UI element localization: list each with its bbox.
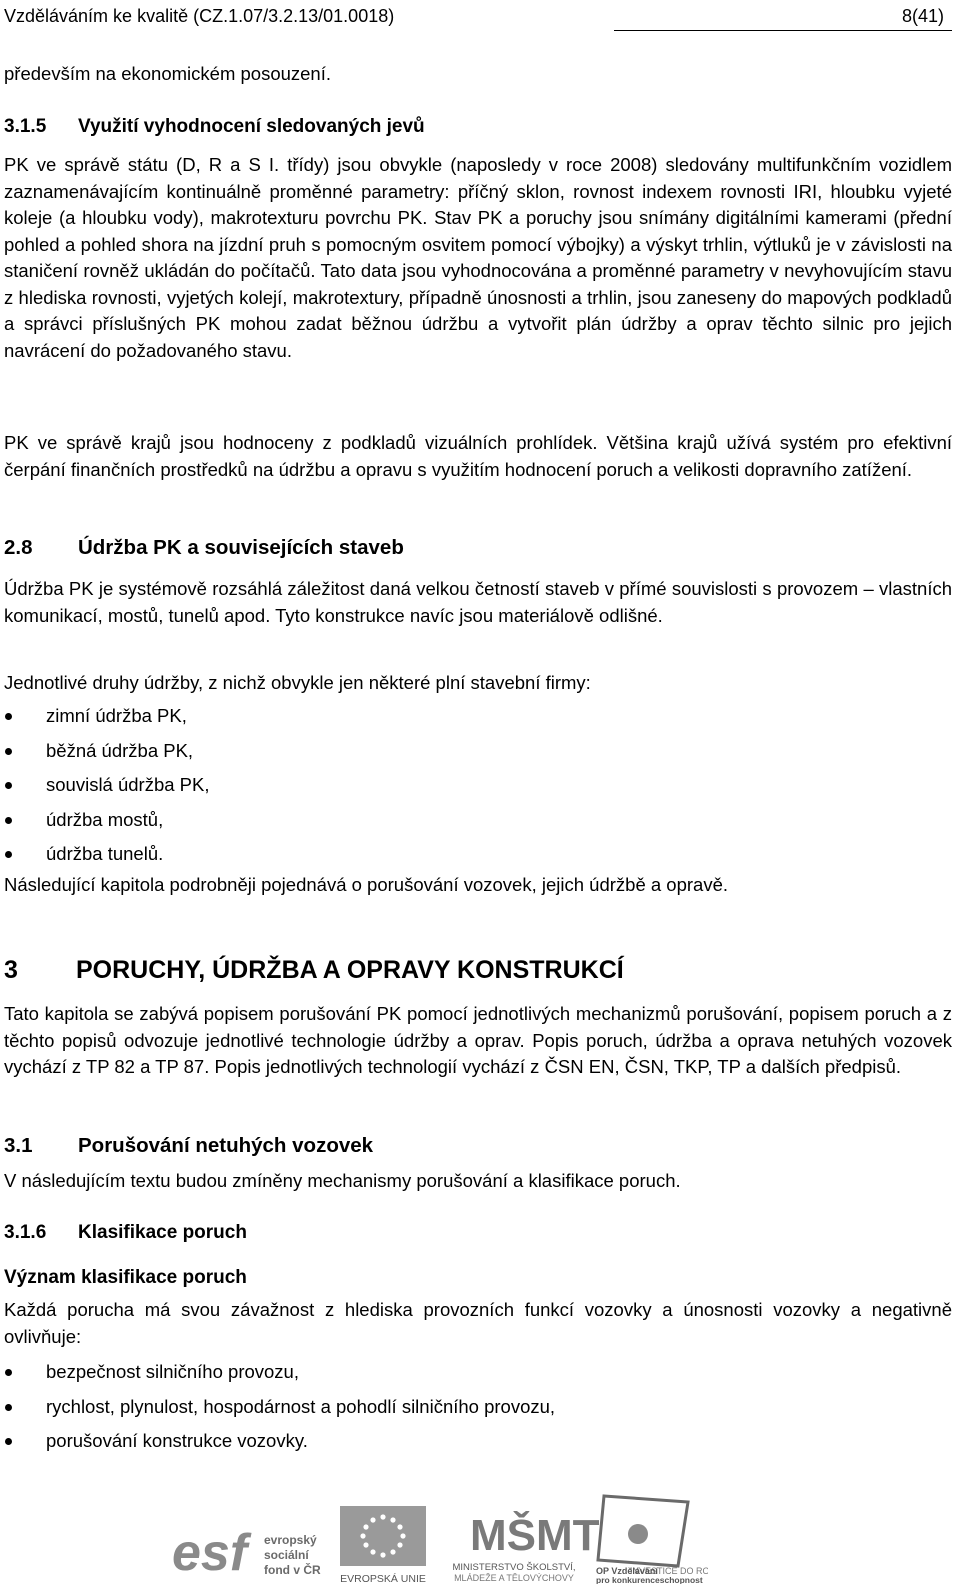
paragraph-severity: Každá porucha má svou závažnost z hlediska provozních funkcí vozovky a únosnosti vozovky a negativně ovlivňuje: [4, 1299, 952, 1347]
svg-text:sociální: sociální [264, 1548, 309, 1562]
bullet-icon [5, 713, 12, 720]
bullet-icon [5, 1438, 12, 1445]
maintenance-types-list [4, 703, 952, 876]
paragraph-regions: PK ve správě krajů jsou hodnoceny z podkladů vizuálních prohlídek. Většina krajů užívá systém pro efektivní čerpání finančních prostředků na údržbu a opravu s využitím hodnocení poruch a velikosti dopravního zatížení. [4, 432, 952, 480]
bullet-icon [5, 748, 12, 755]
heading-3-1 [4, 1133, 952, 1160]
heading-title: Porušování netuhých vozovek [78, 1134, 374, 1157]
svg-text:esf: esf [172, 1524, 248, 1582]
eu-flag-logo [340, 1506, 426, 1584]
page-header [4, 4, 952, 30]
heading-number: 3.1 [4, 1134, 33, 1157]
bullet-icon [5, 817, 12, 824]
esf-logo [172, 1524, 321, 1582]
paragraph-chapter-intro: Tato kapitola se zabývá popisem porušování PK pomocí jednotlivých mechanizmů porušování, popisem poruch a z těchto popisů odvozuje jednotlivé technologie údržby a oprav. Popis poruch, údržba a oprava netuhých vozovek vychází z TP 82 a TP 87. Popis jednotlivých technologií vychází z ČSN EN, ČSN, TKP, TP a dalších předpisů. [4, 1003, 952, 1077]
list-item: údržba tunelů. [4, 841, 952, 876]
paragraph-types: Jednotlivé druhy údržby, z nichž obvykle jen některé plní stavební firmy: [4, 672, 591, 693]
paragraph-monitoring: PK ve správě státu (D, R a S I. třídy) jsou obvykle (naposledy v roce 2008) sledovány multifunkčním vozidlem zaznamenávajícím kontinuálně proměnné parametry: příčný sklon, rovnost indexem rovnosti IRI, hloubku vyjeté koleje (a hloubku vody), makrotexturu povrchu PK. Stav PK a poruchy jsou snímány digitálními kamerami (přední pohled a pohled shora na jízdní pruh s pomocným osvitem pomocí výbojky) a výskyt trhlin, výtluků je v závislosti na staničení rovněž ukládán do počítačů. Tato data jsou vyhodnocována a proměnné parametry v nevyhovujícím stavu z hlediska rovnosti, vyjetých kolejí, makrotextury, případně únosnosti a trhlin, jsou zaneseny do mapových podkladů a správci příslušných PK mohou zadat běžnou údržbu a vytvořit plán údržby a oprav těchto silnic pro jejich navrácení do požadovaného stavu. [4, 154, 952, 361]
effects-list [4, 1359, 952, 1463]
svg-text:MLÁDEŽE A TĚLOVÝCHOVY: MLÁDEŽE A TĚLOVÝCHOVY [454, 1573, 574, 1583]
page-number: 8(41) [901, 6, 944, 26]
list-item: porušování konstrukce vozovky. [4, 1428, 952, 1463]
svg-text:INVESTICE DO ROZVOJE VZDĚLÁVÁN: INVESTICE DO RO [630, 1566, 708, 1576]
heading-3-1-6 [4, 1220, 952, 1247]
header-title: Vzděláváním ke kvalitě (CZ.1.07/3.2.13/01.0018) [4, 6, 395, 26]
msmt-logo [453, 1509, 600, 1583]
heading-3 [4, 957, 952, 984]
svg-text:pro konkurenceschopnost: pro konkurenceschopnost [596, 1575, 703, 1584]
bullet-icon [5, 1404, 12, 1411]
heading-title: Využití vyhodnocení sledovaných jevů [78, 116, 425, 137]
heading-title: Údržba PK a souvisejících staveb [78, 536, 404, 559]
paragraph-mechanisms: V následujícím textu budou zmíněny mechanismy porušování a klasifikace poruch. [4, 1170, 681, 1191]
bullet-icon [5, 1369, 12, 1376]
footer-logos [168, 1488, 708, 1584]
funding-logos [168, 1488, 708, 1584]
heading-number: 3 [4, 956, 18, 984]
heading-number: 2.8 [4, 536, 33, 559]
list-item: zimní údržba PK, [4, 703, 952, 738]
svg-text:evropský: evropský [264, 1533, 317, 1547]
heading-3-1-5 [4, 114, 952, 141]
heading-number: 3.1.6 [4, 1222, 47, 1243]
heading-title: Klasifikace poruch [78, 1222, 247, 1243]
list-item: rychlost, plynulost, hospodárnost a pohodlí silničního provozu, [4, 1394, 952, 1429]
list-item: běžná údržba PK, [4, 738, 952, 773]
svg-text:MŠMT: MŠMT [470, 1511, 600, 1560]
heading-title: PORUCHY, ÚDRŽBA A OPRAVY KONSTRUKCÍ [76, 956, 624, 984]
svg-text:fond v ČR: fond v ČR [264, 1563, 321, 1577]
heading-number: 3.1.5 [4, 116, 47, 137]
svg-text:MINISTERSTVO ŠKOLSTVÍ,: MINISTERSTVO ŠKOLSTVÍ, [452, 1562, 576, 1573]
subheading-classification: Význam klasifikace poruch [4, 1267, 247, 1288]
intro-paragraph: především na ekonomickém posouzení. [4, 63, 332, 84]
svg-text:EVROPSKÁ UNIE: EVROPSKÁ UNIE [340, 1573, 426, 1584]
bullet-icon [5, 851, 12, 858]
svg-text:OP Vzdělávání: OP Vzdělávání [596, 1566, 658, 1576]
op-vk-logo [596, 1496, 708, 1584]
paragraph-next-chapter: Následující kapitola podrobněji pojednává o porušování vozovek, jejich údržbě a opravě. [4, 874, 729, 895]
list-item: souvislá údržba PK, [4, 772, 952, 807]
list-item: bezpečnost silničního provozu, [4, 1359, 952, 1394]
bullet-icon [5, 782, 12, 789]
list-item: údržba mostů, [4, 807, 952, 842]
header-rule [614, 30, 952, 31]
paragraph-maintenance: Údržba PK je systémově rozsáhlá záležitost daná velkou četností staveb v přímé souvislosti s provozem – vlastních komunikací, mostů, tunelů apod. Tyto konstrukce navíc jsou materiálově odlišné. [4, 578, 952, 626]
heading-2-8 [4, 535, 952, 562]
